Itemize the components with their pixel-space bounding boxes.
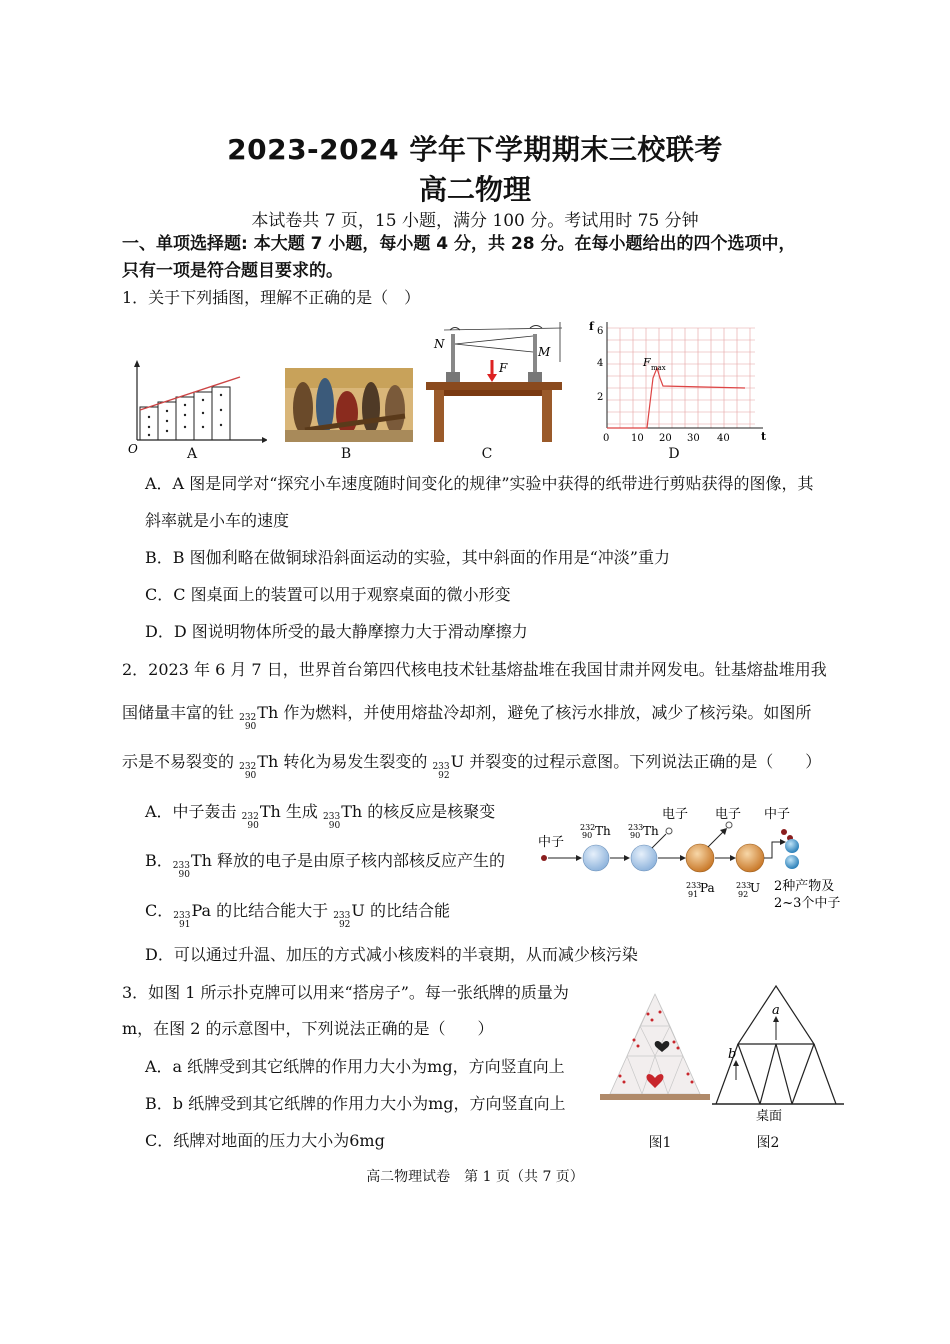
fig2-label-b: b <box>728 1047 737 1062</box>
diag-th232-z: 90 <box>582 831 593 840</box>
fig-d-xaxis: t <box>761 430 767 443</box>
fig-d-xtick: 30 <box>687 433 700 444</box>
q1-figure-c <box>424 322 564 444</box>
diag-products-1: 2种产物及 <box>774 879 835 894</box>
fig-d-ytick: 4 <box>597 358 604 369</box>
fig-d-xtick: 0 <box>603 433 610 444</box>
q1-figure-b <box>285 368 413 442</box>
exam-title: 2023-2024 学年下学期期末三校联考 <box>227 133 723 166</box>
diag-u-z: 92 <box>738 890 749 899</box>
fig-d-fmax: F <box>643 356 651 369</box>
q2-decay-diagram <box>532 800 852 918</box>
diag-neutron-in: 中子 <box>538 835 565 850</box>
diag-u-mass: 233 <box>736 881 752 890</box>
q2-option-a: A．中子轰击 232 90 Th 生成 233 90 Th 的核反应是核聚变 <box>145 802 496 831</box>
q2-stem-line1: 2．2023 年 6 月 7 日，世界首台第四代核电技术钍基熔盐堆在我国甘肃并网发电。钍基熔盐堆用我 <box>122 660 827 679</box>
fig-b-label: B <box>340 446 352 462</box>
fig-d-yaxis: f <box>589 320 594 333</box>
diag-th233: Th <box>643 824 659 838</box>
q2-option-c: C． 233 91 Pa 的比结合能大于 233 92 U 的比结合能 <box>145 901 450 930</box>
fig-c-m: M <box>538 345 551 359</box>
fig-a-label: A <box>186 446 198 462</box>
fig-d-fmax-sub: max <box>651 364 666 372</box>
diag-products-2: 2~3个中子 <box>774 896 841 911</box>
q3-option-a: A．a 纸牌受到其它纸牌的作用力大小为mg，方向竖直向上 <box>145 1057 565 1076</box>
q1-figure-a <box>122 355 267 455</box>
q3-option-b: B．b 纸牌受到其它纸牌的作用力大小为mg，方向竖直向上 <box>145 1094 566 1113</box>
fig2-caption: 图2 <box>756 1135 780 1151</box>
fig-d-ytick: 2 <box>597 392 604 403</box>
fig-d-xtick: 10 <box>631 433 644 444</box>
fig2-desk: 桌面 <box>756 1109 783 1124</box>
q3-figure-1 <box>600 990 710 1108</box>
q3-stem-line2: m，在图 2 的示意图中，下列说法正确的是（ ） <box>122 1019 494 1038</box>
section-heading-line2: 只有一项是符合题目要求的。 <box>122 261 343 281</box>
q1-option-a: A．A 图是同学对“探究小车速度随时间变化的规律”实验中获得的纸带进行剪贴获得的图像，其 <box>145 474 814 493</box>
q2-option-b: B． 233 90 Th 释放的电子是由原子核内部核反应产生的 <box>145 851 506 880</box>
fig-d-ytick: 6 <box>597 326 604 337</box>
q1-option-b: B．B 图伽利略在做铜球沿斜面运动的实验，其中斜面的作用是“冲淡”重力 <box>145 548 670 567</box>
fig-d-label: D <box>668 446 680 462</box>
q1-option-d: D．D 图说明物体所受的最大静摩擦力大于滑动摩擦力 <box>145 622 528 641</box>
diag-neutron-out: 中子 <box>764 807 791 822</box>
fig1-caption: 图1 <box>648 1135 672 1151</box>
diag-th232-mass: 232 <box>580 823 596 832</box>
q3-stem-line1: 3．如图 1 所示扑克牌可以用来“搭房子”。每一张纸牌的质量为 <box>122 983 569 1002</box>
section-heading-line1: 一、单项选择题: 本大题 7 小题，每小题 4 分，共 28 分。在每小题给出的四个选项中， <box>122 234 796 254</box>
subject-title: 高二物理 <box>418 173 531 206</box>
q1-figure-d <box>585 318 770 446</box>
q1-option-c: C．C 图桌面上的装置可以用于观察桌面的微小形变 <box>145 585 511 604</box>
q3-figure-2 <box>712 984 844 1124</box>
fig-d-xtick: 40 <box>717 433 730 444</box>
diag-th233-mass: 233 <box>628 823 644 832</box>
q2-stem-line3: 示是不易裂变的 232 90 Th 转化为易发生裂变的 233 92 U 并裂变的过程示意图。下列说法正确的是（ ） <box>122 752 822 781</box>
q3-option-c: C．纸牌对地面的压力大小为6mg <box>145 1131 385 1150</box>
page-footer: 高二物理试卷 第 1 页（共 7 页） <box>366 1169 584 1185</box>
fig-c-n: N <box>434 337 445 351</box>
q1-stem: 1．关于下列插图，理解不正确的是（ ） <box>122 288 421 307</box>
fig-a-origin: O <box>128 442 138 455</box>
q2-option-d: D．可以通过升温、加压的方式减小核废料的半衰期，从而减少核污染 <box>145 945 638 964</box>
diag-th232: Th <box>595 824 611 838</box>
diag-pa-mass: 233 <box>686 881 702 890</box>
diag-pa-z: 91 <box>688 890 699 899</box>
diag-th233-z: 90 <box>630 831 641 840</box>
fig2-label-a: a <box>772 1003 780 1018</box>
q2-stem-line2: 国储量丰富的钍 232 90 Th 作为燃料，并使用熔盐冷却剂，避免了核污水排放，减少了核污染。如图所 <box>122 703 812 732</box>
diag-pa: Pa <box>700 881 715 895</box>
fig-c-label: C <box>481 446 493 462</box>
exam-info: 本试卷共 7 页，15 小题，满分 100 分。考试用时 75 分钟 <box>251 211 699 231</box>
fig-c-f: F <box>499 361 508 375</box>
section-heading <box>122 231 842 285</box>
diag-electron2: 电子 <box>715 807 742 822</box>
diag-u: U <box>750 881 761 895</box>
fig-d-xtick: 20 <box>659 433 672 444</box>
diag-electron1: 电子 <box>662 807 689 822</box>
q1-option-a-cont: 斜率就是小车的速度 <box>145 511 290 530</box>
